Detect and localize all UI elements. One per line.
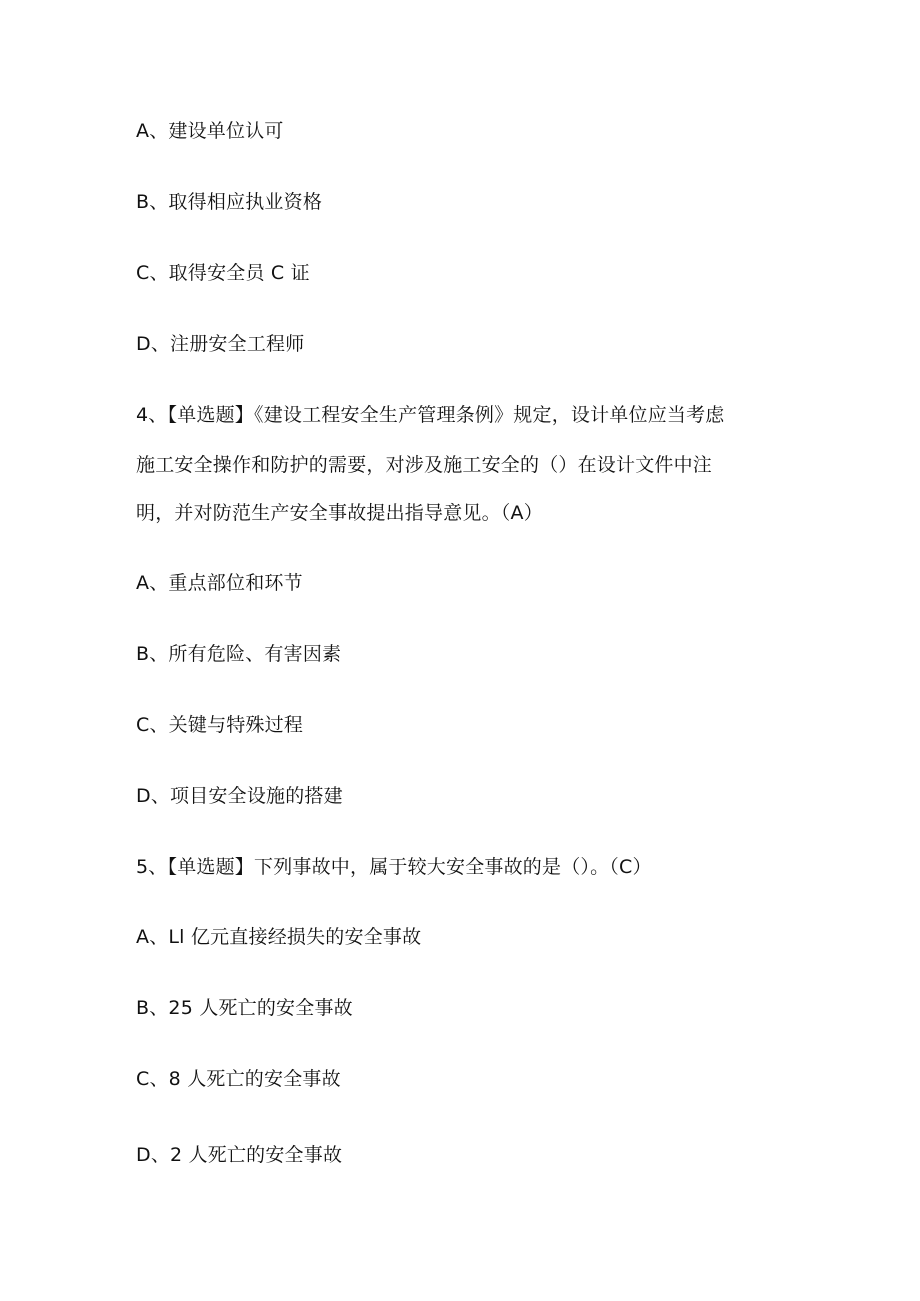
q3-option-a: A、建设单位认可 <box>136 120 284 142</box>
q5-stem: 5、【单选题】下列事故中，属于较大安全事故的是（）。（C） <box>136 856 652 878</box>
q4-option-b: B、所有危险、有害因素 <box>136 643 342 665</box>
q4-option-c: C、关键与特殊过程 <box>136 714 304 736</box>
q5-option-a: A、Ll 亿元直接经损失的安全事故 <box>136 926 422 948</box>
q3-option-b: B、取得相应执业资格 <box>136 191 323 213</box>
q5-option-d: D、2 人死亡的安全事故 <box>136 1144 343 1166</box>
q4-option-a: A、重点部位和环节 <box>136 572 303 594</box>
q5-option-c: C、8 人死亡的安全事故 <box>136 1068 341 1090</box>
q4-stem-line-1: 4、【单选题】《建设工程安全生产管理条例》规定，设计单位应当考虑 <box>136 404 725 426</box>
q5-option-b: B、25 人死亡的安全事故 <box>136 997 353 1019</box>
q3-option-c: C、取得安全员 C 证 <box>136 262 310 284</box>
q4-stem-line-2: 施工安全操作和防护的需要，对涉及施工安全的（）在设计文件中注 <box>136 454 713 476</box>
q4-stem-line-3: 明，并对防范生产安全事故提出指导意见。（A） <box>136 502 543 524</box>
q3-option-d: D、注册安全工程师 <box>136 333 305 355</box>
q4-option-d: D、项目安全设施的搭建 <box>136 785 343 807</box>
